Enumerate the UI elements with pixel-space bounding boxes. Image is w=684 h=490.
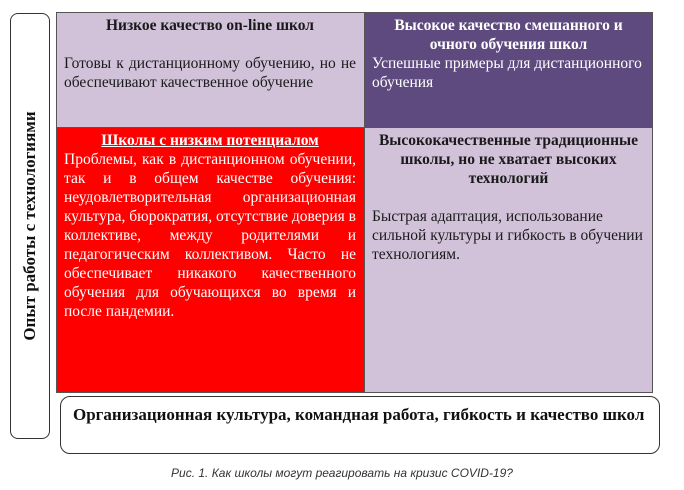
quadrant-body: Готовы к дистанционному обучению, но не обеспечивают качественное обучение <box>64 55 356 91</box>
quadrant-top-left <box>56 12 364 127</box>
x-axis-box <box>60 396 660 454</box>
quadrant-bottom-right <box>364 127 653 393</box>
quadrant-title: Низкое качество on-line школ <box>105 17 315 34</box>
quadrant-body: Быстрая адаптация, использование сильной культуры и гибкость в обучении технологиям. <box>372 208 643 263</box>
quadrant-title: Высококачественные традиционные школы, но не хватает высоких технологий <box>378 132 639 187</box>
quadrant-top-right <box>364 12 653 127</box>
quadrant-body: Успешные примеры для дистанционного обучения <box>372 55 642 91</box>
x-axis-label: Организационная культура, командная работа, гибкость и качество школ <box>73 405 645 424</box>
quadrant-title: Школы с низким потенциалом <box>101 132 319 149</box>
quadrant-bottom-left <box>56 127 364 393</box>
y-axis-box <box>10 13 50 439</box>
quadrant-body: Проблемы, как в дистанционном обучении, так и в общем качестве обучения: неудовлетворительная организационная культура, бюрократия, отсутствие доверия в коллективе, между родителями и педагогическим коллективом. Часто не обеспечивает никакого качественного обучения для обучающихся во время и после пандемии. <box>64 151 356 320</box>
quadrant-title: Высокое качество смешанного и очного обучения школ <box>394 17 623 53</box>
figure-caption: Рис. 1. Как школы могут реагировать на кризис COVID-19? <box>171 466 513 480</box>
grid-divider-horizontal <box>56 127 653 128</box>
grid-divider-vertical <box>364 12 365 393</box>
y-axis-label: Опыт работы с технологиями <box>20 111 39 341</box>
